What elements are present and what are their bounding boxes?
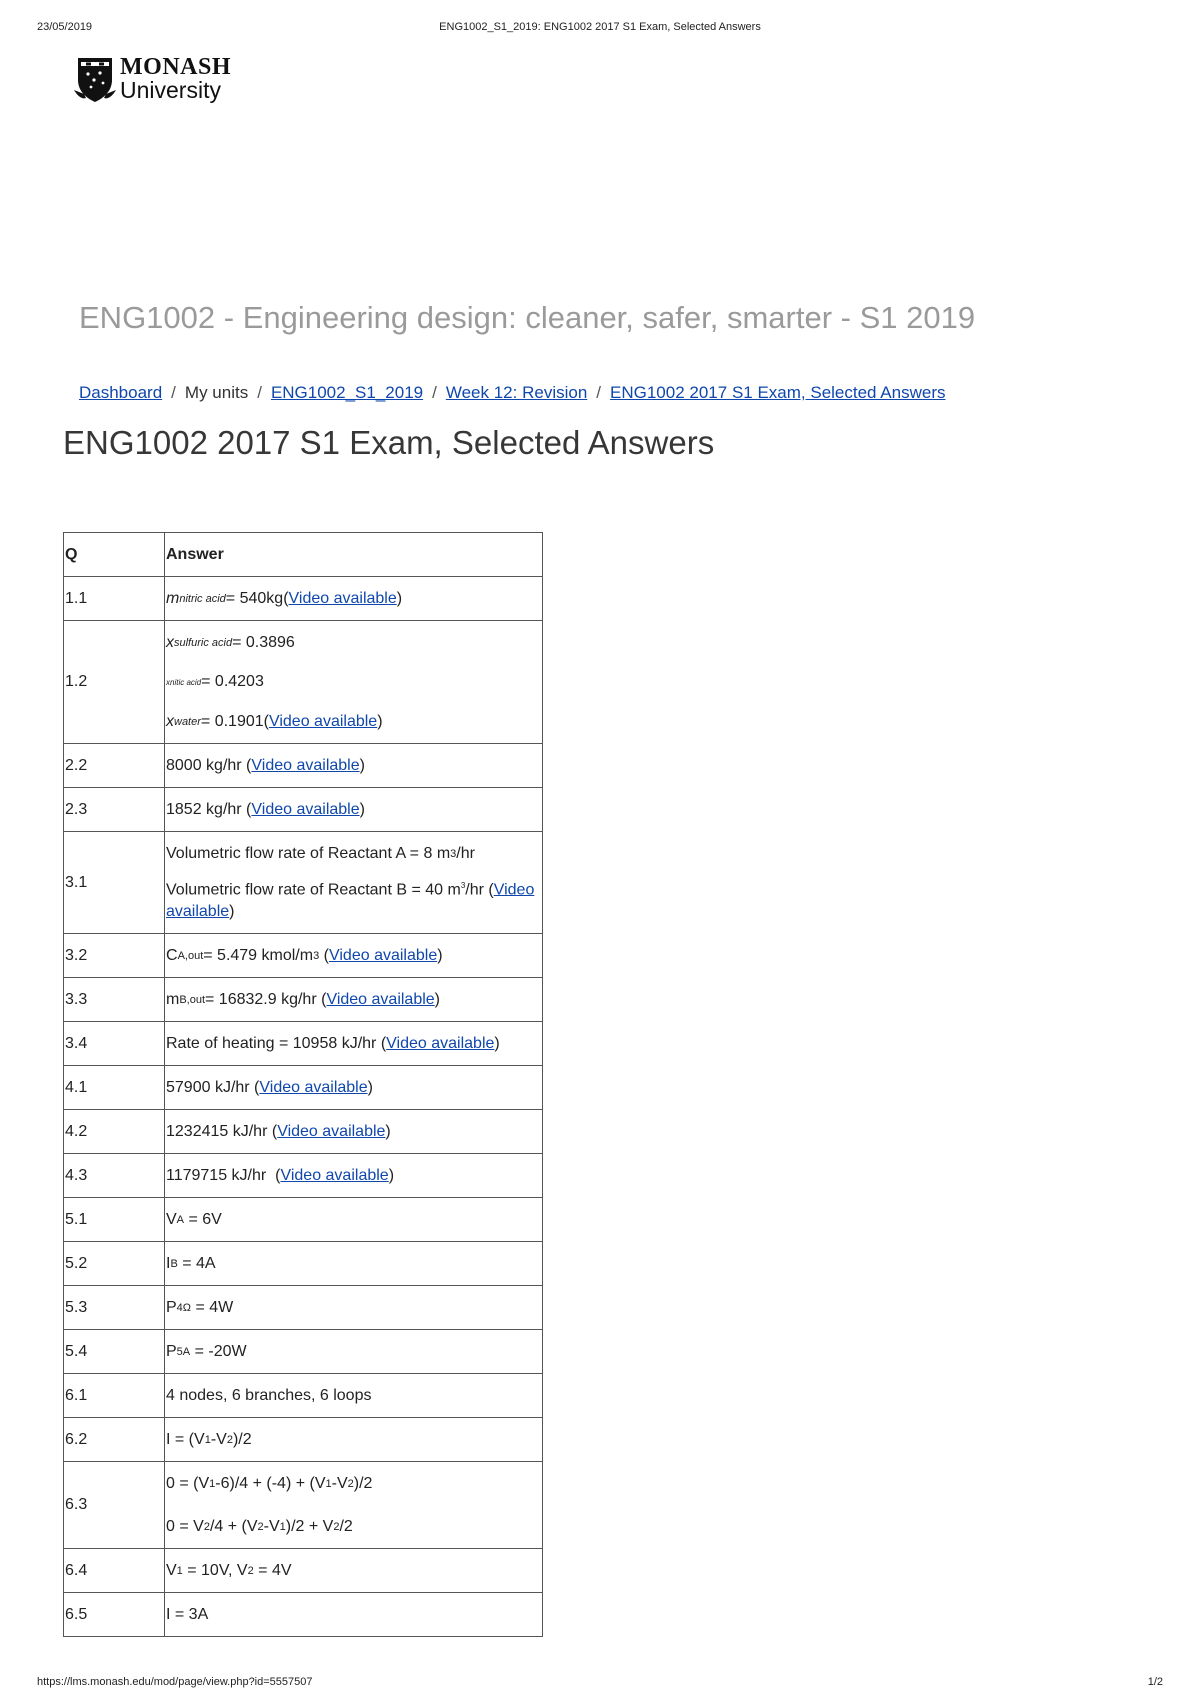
logo-wordmark-monash: MONASH bbox=[120, 54, 231, 80]
question-number: 3.1 bbox=[64, 832, 165, 934]
answer-text: 57900 kJ/hr bbox=[166, 1078, 250, 1096]
answer-cell: Rate of heating = 10958 kJ/hr ( Video available ) bbox=[165, 1022, 543, 1066]
breadcrumb bbox=[79, 383, 945, 403]
print-date: 23/05/2019 bbox=[37, 21, 93, 33]
table-row bbox=[64, 1462, 543, 1549]
table-row bbox=[64, 577, 543, 621]
answer-text: 4 nodes, 6 branches, 6 loops bbox=[166, 1386, 372, 1404]
answer-subscript: B bbox=[170, 1257, 178, 1270]
answer-text: )/2 bbox=[232, 1430, 252, 1448]
answer-text: = 4A bbox=[177, 1254, 216, 1272]
question-number: 5.2 bbox=[64, 1242, 165, 1286]
answer-text: = 4W bbox=[191, 1298, 234, 1316]
answer-subscript: 2 bbox=[347, 1477, 354, 1490]
answer-cell bbox=[165, 1593, 543, 1637]
video-link[interactable]: Video available bbox=[251, 800, 360, 818]
table-row bbox=[64, 1374, 543, 1418]
table-row bbox=[64, 1549, 543, 1593]
answer-subscript: 1 bbox=[209, 1477, 216, 1490]
answer-variable: V bbox=[166, 1210, 177, 1228]
breadcrumb-week-link[interactable]: Week 12: Revision bbox=[445, 383, 588, 402]
answer-subscript: 2 bbox=[333, 1520, 340, 1533]
table-row bbox=[64, 1286, 543, 1330]
question-number: 1.1 bbox=[64, 577, 165, 621]
breadcrumb-separator: / bbox=[171, 383, 176, 402]
question-number: 6.5 bbox=[64, 1593, 165, 1637]
answer-text: = 16832.9 kg/hr bbox=[205, 990, 317, 1008]
logo-wordmark-university: University bbox=[120, 77, 221, 103]
answer-text: 8000 kg/hr bbox=[166, 756, 242, 774]
breadcrumb-separator: / bbox=[596, 383, 602, 402]
answer-subscript: 4Ω bbox=[176, 1301, 192, 1314]
answer-text: = 540kg bbox=[225, 589, 284, 607]
breadcrumb-unit-link[interactable]: ENG1002_S1_2019 bbox=[270, 383, 424, 402]
column-header-answer: Answer bbox=[165, 533, 543, 577]
print-document-title: ENG1002_S1_2019: ENG1002 2017 S1 Exam, Selected Answers bbox=[439, 21, 761, 33]
video-link[interactable]: Video available bbox=[251, 756, 360, 774]
video-link[interactable]: Video available bbox=[386, 1034, 495, 1052]
print-header bbox=[37, 21, 1163, 39]
table-row bbox=[64, 1198, 543, 1242]
video-link[interactable]: Video available bbox=[326, 990, 435, 1008]
answer-text: = 0.1901 bbox=[200, 712, 264, 730]
question-number: 4.3 bbox=[64, 1154, 165, 1198]
question-number: 4.1 bbox=[64, 1066, 165, 1110]
answer-subscript: A,out bbox=[177, 949, 204, 962]
breadcrumb-separator: / bbox=[432, 383, 437, 402]
answer-variable: x bbox=[166, 677, 170, 687]
table-row bbox=[64, 621, 543, 744]
video-link[interactable]: Video available bbox=[328, 946, 438, 964]
answer-cell: 1179715 kJ/hr ( Video available ) bbox=[165, 1154, 543, 1198]
answer-cell bbox=[165, 1418, 543, 1462]
question-number: 6.1 bbox=[64, 1374, 165, 1418]
table-row bbox=[64, 744, 543, 788]
answer-text: Volumetric flow rate of Reactant B = 40 m bbox=[166, 881, 461, 899]
monash-crest-icon bbox=[74, 54, 116, 104]
answer-cell: 8000 kg/hr ( Video available ) bbox=[165, 744, 543, 788]
answer-cell: 57900 kJ/hr ( Video available ) bbox=[165, 1066, 543, 1110]
answer-text: /hr bbox=[465, 881, 484, 899]
answer-subscript: 5A bbox=[176, 1345, 191, 1358]
answer-cell: C A,out = 5.479 kmol/m 3 ( Video available ) bbox=[165, 934, 543, 978]
answer-subscript: 1 bbox=[204, 1433, 211, 1446]
answer-subscript: 2 bbox=[247, 1564, 254, 1577]
question-number: 3.4 bbox=[64, 1022, 165, 1066]
column-header-q: Q bbox=[64, 533, 165, 577]
table-row bbox=[64, 978, 543, 1022]
video-link[interactable]: Video available bbox=[277, 1122, 386, 1140]
table-row bbox=[64, 1593, 543, 1637]
question-number: 5.1 bbox=[64, 1198, 165, 1242]
answer-text: 0 = V bbox=[166, 1517, 204, 1535]
answer-superscript: 3 bbox=[313, 949, 320, 962]
print-url: https://lms.monash.edu/mod/page/view.php?id=5557507 bbox=[37, 1676, 313, 1688]
course-title[interactable]: ENG1002 - Engineering design: cleaner, safer, smarter - S1 2019 bbox=[79, 300, 976, 335]
answer-cell: 1852 kg/hr ( Video available ) bbox=[165, 788, 543, 832]
answer-subscript: nitric acid bbox=[179, 592, 226, 605]
answer-cell bbox=[165, 1374, 543, 1418]
answer-cell: Volumetric flow rate of Reactant A = 8 m 3 /hr Volumetric flow rate of Reactant B = 40 $m^3/hr$ (Video available) bbox=[165, 832, 543, 934]
question-number: 3.3 bbox=[64, 978, 165, 1022]
print-page-number: 1/2 bbox=[1147, 1676, 1163, 1688]
answer-text: -6)/4 + (-4) + (V bbox=[215, 1474, 326, 1492]
question-number: 1.2 bbox=[64, 621, 165, 744]
breadcrumb-dashboard-link[interactable]: Dashboard bbox=[79, 383, 163, 402]
answer-variable: P bbox=[166, 1298, 177, 1316]
breadcrumb-separator: / bbox=[257, 383, 262, 402]
answer-text: Volumetric flow rate of Reactant A = 8 m bbox=[166, 844, 451, 862]
answer-subscript: A bbox=[176, 1213, 185, 1226]
answer-text: I = (V bbox=[166, 1430, 205, 1448]
page-title: ENG1002 2017 S1 Exam, Selected Answers bbox=[63, 424, 715, 461]
answer-cell bbox=[165, 1462, 543, 1549]
answer-text: -V bbox=[331, 1474, 348, 1492]
table-row bbox=[64, 1418, 543, 1462]
question-number: 4.2 bbox=[64, 1110, 165, 1154]
answer-text: /2 bbox=[339, 1517, 353, 1535]
answer-text: 1232415 kJ/hr bbox=[166, 1122, 268, 1140]
breadcrumb-page-link[interactable]: ENG1002 2017 S1 Exam, Selected Answers bbox=[610, 383, 946, 402]
answer-text: /hr bbox=[456, 844, 475, 862]
table-row bbox=[64, 788, 543, 832]
answer-variable: m bbox=[166, 990, 180, 1008]
question-number: 6.3 bbox=[64, 1462, 165, 1549]
answer-subscript: 2 bbox=[226, 1433, 233, 1446]
video-link[interactable]: Video available bbox=[288, 589, 397, 607]
table-row bbox=[64, 934, 543, 978]
answer-variable: m bbox=[166, 589, 180, 607]
answer-text: = -20W bbox=[190, 1342, 247, 1360]
answer-text: = 0.4203 bbox=[201, 673, 264, 690]
question-number: 6.2 bbox=[64, 1418, 165, 1462]
answer-text: )/2 + V bbox=[285, 1517, 334, 1535]
answer-text: 1852 kg/hr bbox=[166, 800, 242, 818]
table-row bbox=[64, 1330, 543, 1374]
table-row bbox=[64, 1242, 543, 1286]
video-link[interactable]: Video available bbox=[166, 881, 535, 921]
table-row bbox=[64, 832, 543, 934]
answer-text: Rate of heating = 10958 kJ/hr bbox=[166, 1034, 377, 1052]
answer-variable: I bbox=[166, 1254, 171, 1272]
question-number: 5.3 bbox=[64, 1286, 165, 1330]
question-number: 5.4 bbox=[64, 1330, 165, 1374]
answer-variable: C bbox=[166, 946, 178, 964]
answer-superscript: 3 bbox=[450, 847, 457, 860]
answer-text: -V bbox=[210, 1430, 227, 1448]
monash-logo[interactable] bbox=[74, 54, 244, 104]
video-link[interactable]: Video available bbox=[259, 1078, 368, 1096]
breadcrumb-my-units: My units bbox=[184, 383, 249, 402]
answer-subscript: sulfuric acid bbox=[174, 636, 233, 649]
answer-cell: 1232415 kJ/hr ( Video available ) bbox=[165, 1110, 543, 1154]
answer-text: = 6V bbox=[184, 1210, 222, 1228]
answer-text: = 4V bbox=[253, 1561, 292, 1579]
table-row bbox=[64, 1022, 543, 1066]
answer-variable: x bbox=[166, 712, 174, 730]
answer-text: 0 = (V bbox=[166, 1474, 210, 1492]
answer-cell bbox=[165, 1549, 543, 1593]
video-link[interactable]: Video available bbox=[280, 1166, 389, 1184]
answer-subscript: 2 bbox=[257, 1520, 264, 1533]
answer-text: V bbox=[166, 1561, 177, 1579]
answer-text: 1179715 kJ/hr bbox=[166, 1166, 271, 1184]
answer-text: = 5.479 kmol/m bbox=[203, 946, 314, 964]
answer-subscript: 1 bbox=[279, 1520, 286, 1533]
answer-text: = 10V, V bbox=[182, 1561, 248, 1579]
answer-variable: P bbox=[166, 1342, 177, 1360]
answer-text: I = 3A bbox=[166, 1605, 209, 1623]
answer-text: )/2 bbox=[353, 1474, 373, 1492]
table-row bbox=[64, 1110, 543, 1154]
answer-variable: x bbox=[166, 633, 174, 651]
answer-subscript: 1 bbox=[176, 1564, 183, 1577]
answer-subscript: B,out bbox=[179, 993, 206, 1006]
question-number: 6.4 bbox=[64, 1549, 165, 1593]
answers-table bbox=[63, 532, 543, 1637]
answer-text: /4 + (V bbox=[209, 1517, 258, 1535]
question-number: 3.2 bbox=[64, 934, 165, 978]
answer-subscript: 2 bbox=[203, 1520, 210, 1533]
answer-cell: m B,out = 16832.9 kg/hr ( Video available ) bbox=[165, 978, 543, 1022]
answer-cell: x sulfuric acid = 0.3896 xnitic acid = 0.4203 x water = 0.1901 ( Video available ) bbox=[165, 621, 543, 744]
answer-cell bbox=[165, 1242, 543, 1286]
answer-cell: m nitric acid = 540kg ( Video available ) bbox=[165, 577, 543, 621]
answer-subscript: 1 bbox=[325, 1477, 332, 1490]
question-number: 2.3 bbox=[64, 788, 165, 832]
table-row bbox=[64, 1066, 543, 1110]
table-header-row bbox=[64, 533, 543, 577]
answer-subscript: nitic acid bbox=[170, 677, 202, 687]
question-number: 2.2 bbox=[64, 744, 165, 788]
answer-cell bbox=[165, 1330, 543, 1374]
answer-subscript: water bbox=[174, 715, 201, 728]
video-link[interactable]: Video available bbox=[268, 712, 378, 730]
answer-text: = 0.3896 bbox=[232, 633, 295, 651]
answer-superscript: 3 bbox=[460, 881, 466, 890]
answer-text: -V bbox=[263, 1517, 280, 1535]
table-row bbox=[64, 1154, 543, 1198]
answer-cell bbox=[165, 1198, 543, 1242]
answer-cell bbox=[165, 1286, 543, 1330]
